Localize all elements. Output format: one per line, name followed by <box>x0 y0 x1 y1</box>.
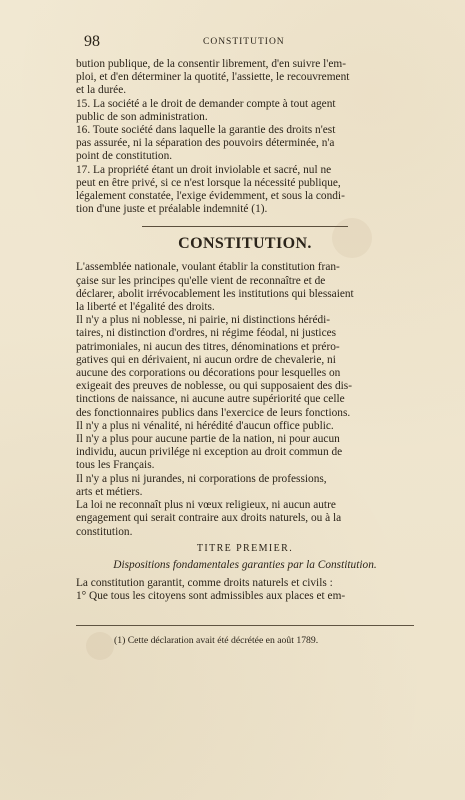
page-number: 98 <box>84 33 100 50</box>
article-17: 17. La propriété étant un droit inviolable et sacré, nul ne peut en être privé, si ce n'est lorsque la nécessité publique, légalement constatée, l'exige évidemment, et sous la condi- tion d'une juste et préalable indemnité (1). <box>76 163 345 216</box>
footnote-divider <box>76 625 414 626</box>
final-paragraph: La constitution garantit, comme droits naturels et civils : 1° Que tous les citoyens sont admissibles aux places et em- <box>76 576 346 602</box>
section-divider <box>142 226 348 227</box>
running-head <box>76 34 414 54</box>
constitution-paragraph: Il n'y a plus pour aucune partie de la nation, ni pour aucun individu, aucun privilége ni exception au droit commun de tous les Français. <box>76 433 343 472</box>
paragraph: bution publique, de la consentir librement, d'en suivre l'em- ploi, et d'en déterminer la quotité, l'assiette, le recouvrement et la durée. <box>76 58 350 97</box>
preamble-paragraph: L'assemblée nationale, voulant établir la constitution fran- çaise sur les principes qu'elle vient de reconnaître et de déclarer, abolit irrévocablement les institutions qui blessaient la liberté et l'égalité des droits. <box>76 261 354 314</box>
page-content <box>76 34 414 646</box>
constitution-paragraph: Il n'y a plus ni noblesse, ni pairie, ni distinctions hérédi- taires, ni distinction d'ordres, ni régime féodal, ni justices patrimoniales, ni aucun des titres, dénominations et préro- gatives qui en dérivaient, ni aucun ordre de chevalerie, ni aucune des corporations ou décorations pour lesquelles on exigeait des preuves de noblesse, ou qui supposaient des dis- tinctions de naissance, ni aucune autre supériorité que celle des fonctionnaires publics dans l'exercice de leurs fonctions. <box>76 314 352 419</box>
constitution-paragraph: Il n'y a plus ni jurandes, ni corporations de professions, arts et métiers. <box>76 472 327 498</box>
constitution-heading: CONSTITUTION. <box>178 235 312 253</box>
dispositions-heading: Dispositions fondamentales garanties par la Constitution. <box>113 558 377 571</box>
constitution-paragraph: La loi ne reconnaît plus ni vœux religieux, ni aucun autre engagement qui serait contraire aux droits naturels, ou à la constitution. <box>76 499 342 538</box>
article-16: 16. Toute société dans laquelle la garantie des droits n'est pas assurée, ni la séparation des pouvoirs déterminée, n'a point de constitution. <box>76 124 336 163</box>
footnote: (1) Cette déclaration avait été décrétée en août 1789. <box>114 635 319 647</box>
titre-premier: TITRE PREMIER. <box>196 542 294 554</box>
constitution-paragraph: Il n'y a plus ni vénalité, ni hérédité d'aucun office public. <box>76 419 334 432</box>
article-15: 15. La société a le droit de demander compte à tout agent public de son administration. <box>76 97 336 123</box>
running-title: CONSTITUTION <box>203 37 285 47</box>
